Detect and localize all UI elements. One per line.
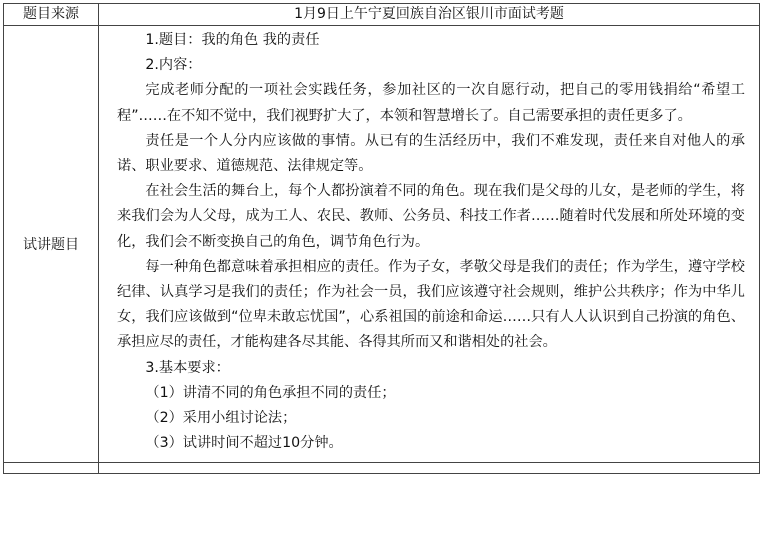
source-value: 1月9日上午宁夏回族自治区银川市面试考题 [99,4,760,26]
requirement-3: （3）试讲时间不超过10分钟。 [145,435,343,452]
content-heading: 2.内容： [145,57,202,74]
requirements-heading: 3.基本要求： [145,359,230,376]
header-row [4,4,760,26]
lecture-label: 试讲题目 [4,26,99,463]
next-row-label [4,463,99,474]
requirement-1: （1）讲清不同的角色承担不同的责任； [145,384,396,401]
paragraph-1: 完成老师分配的一项社会实践任务，参加社区的一次自愿行动，把自己的零用钱捐给“希望工程”……在不知不觉中，我们视野扩大了，本领和智慧增长了。自己需要承担的责任更多了。 [117,82,745,124]
exam-topic-table [3,3,760,474]
source-label: 题目来源 [4,4,99,26]
lecture-content [99,26,760,463]
next-row-content [99,463,760,474]
paragraph-2: 责任是一个人分内应该做的事情。从已有的生活经历中，我们不难发现，责任来自对他人的承诺、职业要求、道德规范、法律规定等。 [117,132,745,175]
paragraph-3: 在社会生活的舞台上，每个人都扮演着不同的角色。现在我们是父母的儿女，是老师的学生，将来我们会为人父母，成为工人、农民、教师、公务员、科技工作者……随着时代发展和所处环境的变化，我们会不断变换自己的角色，调节角色行为。 [117,183,745,250]
topic-line: 1.题目：我的角色 我的责任 [145,32,320,48]
paragraph-4: 每一种角色都意味着承担相应的责任。作为子女，孝敬父母是我们的责任；作为学生，遵守学校纪律、认真学习是我们的责任；作为社会一员，我们应该遵守社会规则，维护公共秩序；作为中华儿女，我们应该做到“位卑未敢忘忧国”，心系祖国的前途和命运……只有人人认识到自己扮演的角色、承担应尽的责任，才能构建各尽其能、各得其所而又和谐相处的社会。 [117,258,745,351]
next-row [4,463,760,474]
lecture-row [4,26,760,463]
requirement-2: （2）采用小组讨论法； [145,410,297,427]
